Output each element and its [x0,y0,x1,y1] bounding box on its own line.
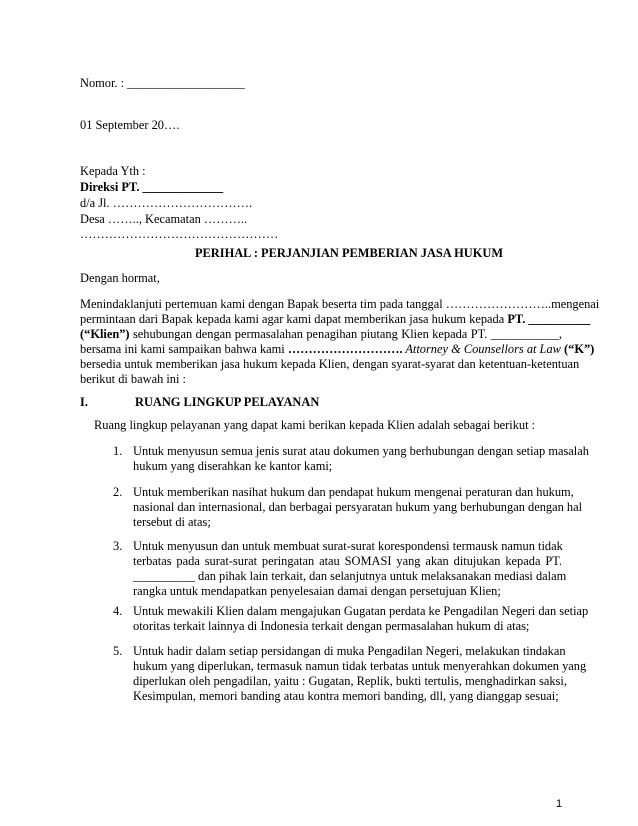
opening-line-1: Menindaklanjuti pertemuan kami dengan Bapak beserta tim pada tanggal ……………………..mengenai [80,297,600,311]
section-intro: Ruang lingkup pelayanan yang dapat kami berikan kepada Klien adalah sebagai berikut : [94,418,536,432]
list-item-number: 5. [113,644,123,658]
firm-term: (“K”) [560,342,595,356]
list-item-line: Kesimpulan, memori banding atau kontra memori banding, dll, yang dianggap sesuai; [133,689,559,703]
salutation: Dengan hormat, [80,271,160,285]
list-item-line: terbatas pada surat-surat peringatan atau SOMASI yang akan ditujukan kepada PT. [133,554,562,568]
list-item-line: Untuk menyusun dan untuk membuat surat-surat korespondensi termausk namun tidak [133,539,563,553]
client-company: PT. __________ [507,312,591,326]
opening-text: sehubungan dengan permasalahan penagihan piutang Klien kepada PT. ___________, [129,327,562,341]
opening-paragraph [80,297,600,387]
list-item-number: 4. [113,604,123,618]
opening-line-4 [80,342,595,357]
firm-name-blank: ………………………. [287,342,403,356]
page-number: 1 [556,798,563,810]
list-item-line: tersebut di atas; [133,515,211,529]
recipient-desa: Desa …….., Kecamatan ……….. [80,212,248,226]
list-item-text [133,444,589,474]
opening-line-2 [80,312,591,327]
recipient-address: d/a Jl. ……………………………. [80,196,253,210]
list-item-line: nasional dan internasional, dan berbagai persyaratan hukum yang berhubungan dengan hal [133,500,583,514]
recipient-direksi: Direksi PT. _____________ [80,180,224,194]
list-item-line: __________ dan pihak lain terkait, dan selanjutnya untuk melaksanakan mediasi dalam [133,569,567,583]
recipient-dots: ………………………………………… [80,227,279,241]
list-item-text [133,644,587,704]
list-item-line: diperlukan oleh pengadilan, yaitu : Gugatan, Replik, bukti tertulis, menghadirkan saksi, [133,674,567,688]
list-item-line: Untuk memberikan nasihat hukum dan pendapat hukum mengenai peraturan dan hukum, [133,485,574,499]
section-number: I. [80,395,88,409]
list-item-line: otoritas terkait lainnya di Indonesia terkait dengan permasalahan hukum di atas; [133,619,530,633]
list-item-line: Untuk hadir dalam setiap persidangan di muka Pengadilan Negeri, melakukan tindakan [133,644,566,658]
list-item-number: 3. [113,539,123,553]
list-item-number: 1. [113,444,123,458]
list-item-line: hukum yang diperlukan, termasuk namun tidak terbatas untuk menyerahkan dokumen yang [133,659,587,673]
list-item-line: Untuk mewakili Klien dalam mengajukan Gugatan perdata ke Pengadilan Negeri dan setiap [133,604,589,618]
section-title: RUANG LINGKUP PELAYANAN [135,395,320,409]
date-line: 01 September 20…. [80,118,180,132]
list-item-line: hukum yang diserahkan ke kantor kami; [133,459,333,473]
list-item-text [133,604,589,634]
list-item-line: Untuk menyusun semua jenis surat atau dokumen yang berhubungan dengan setiap masalah [133,444,589,458]
list-item-line: rangka untuk mendapatkan penyelesaian damai dengan persetujuan Klien; [133,584,501,598]
recipient-greeting: Kepada Yth : [80,164,146,178]
firm-type: Attorney & Counsellors at Law [402,342,561,356]
opening-line-5: bersedia untuk memberikan jasa hukum kepada Klien, dengan syarat-syarat dan ketentuan-ketentuan [80,357,580,371]
nomor-line: Nomor. : ___________________ [80,76,245,90]
client-term: (“Klien”) [80,327,130,341]
opening-line-3 [80,327,562,342]
letter-subject: PERIHAL : PERJANJIAN PEMBERIAN JASA HUKUM [194,246,504,260]
opening-text: bersama ini kami sampaikan bahwa kami [80,342,288,356]
opening-text: permintaan dari Bapak kepada kami agar kami dapat memberikan jasa hukum kepada [80,312,508,326]
opening-line-6: berikut di bawah ini : [80,372,186,386]
list-item-text [133,485,583,530]
list-item-number: 2. [113,485,123,499]
list-item-text [133,539,567,599]
